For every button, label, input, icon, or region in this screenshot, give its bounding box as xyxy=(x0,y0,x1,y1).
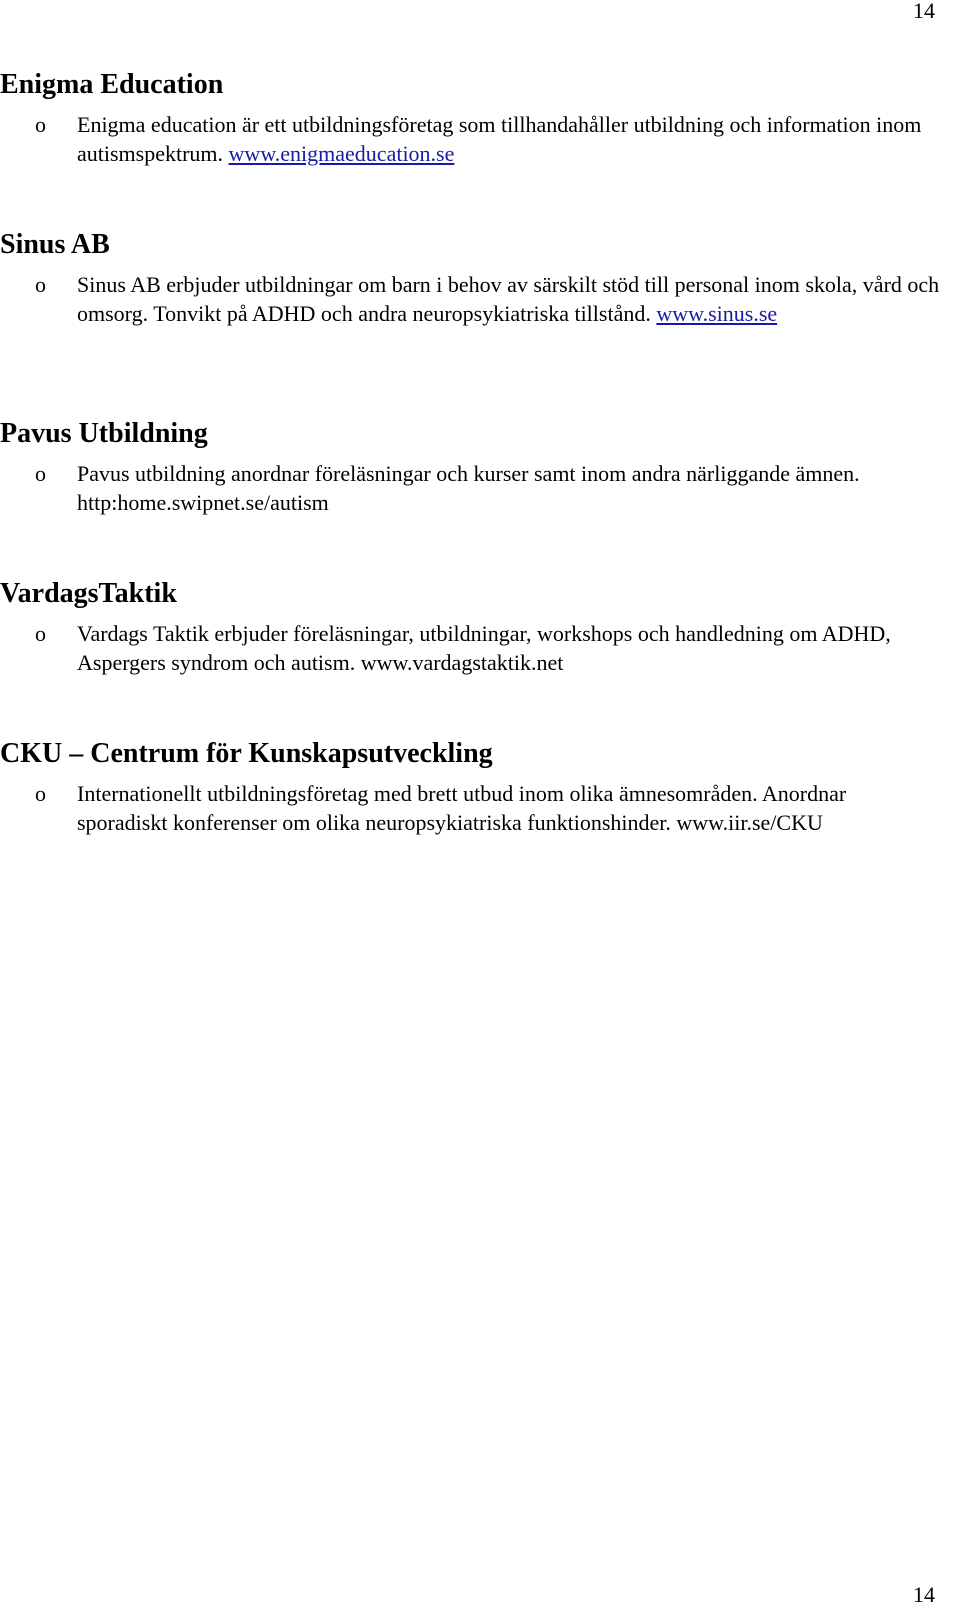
bullet-list xyxy=(0,459,960,517)
section-heading: Pavus Utbildning xyxy=(0,418,208,449)
section-heading: Sinus AB xyxy=(0,229,110,260)
bullet-marker: o xyxy=(35,272,46,297)
website-link[interactable]: www.enigmaeducation.se xyxy=(228,141,455,166)
section-heading: Enigma Education xyxy=(0,69,224,100)
item-text: Vardags Taktik erbjuder föreläsningar, utbildningar, workshops och handledning om ADHD, Aspergers syndrom och autism. www.vardagstaktik.net xyxy=(77,621,891,675)
item-text: Internationellt utbildningsföretag med brett utbud inom olika ämnesområden. Anordnar sporadiskt konferenser om olika neuropsykiatriska funktionshinder. www.iir.se/CKU xyxy=(77,781,847,835)
section-heading: CKU – Centrum för Kunskapsutveckling xyxy=(0,738,493,769)
item-text: Enigma education är ett utbildningsföretag som tillhandahåller utbildning och information inom autismspektrum. xyxy=(77,112,922,166)
list-item xyxy=(0,779,960,837)
list-item xyxy=(0,110,960,168)
bullet-marker: o xyxy=(35,781,46,806)
item-text: Sinus AB erbjuder utbildningar om barn i behov av särskilt stöd till personal inom skola, vård och omsorg. Tonvikt på ADHD och andra neuropsykiatriska tillstånd. xyxy=(77,272,940,326)
section-vardagstaktik xyxy=(0,577,960,677)
section-enigma-education xyxy=(0,68,960,168)
bullet-list xyxy=(0,619,960,677)
section-cku xyxy=(0,737,960,837)
list-item xyxy=(0,619,960,677)
bullet-list xyxy=(0,270,960,328)
list-item xyxy=(0,459,960,517)
bullet-marker: o xyxy=(35,112,46,137)
list-item xyxy=(0,270,960,328)
website-link[interactable]: www.sinus.se xyxy=(656,301,778,326)
bullet-marker: o xyxy=(35,621,46,646)
page-number-top: 14 xyxy=(913,0,935,23)
page-number-bottom: 14 xyxy=(913,1582,935,1607)
section-heading: VardagsTaktik xyxy=(0,578,177,609)
section-sinus-ab xyxy=(0,228,960,328)
section-pavus-utbildning xyxy=(0,417,960,517)
item-text: Pavus utbildning anordnar föreläsningar och kurser samt inom andra närliggande ämnen. http:home.swipnet.se/autism xyxy=(77,461,860,515)
bullet-list xyxy=(0,110,960,168)
bullet-list xyxy=(0,779,960,837)
bullet-marker: o xyxy=(35,461,46,486)
